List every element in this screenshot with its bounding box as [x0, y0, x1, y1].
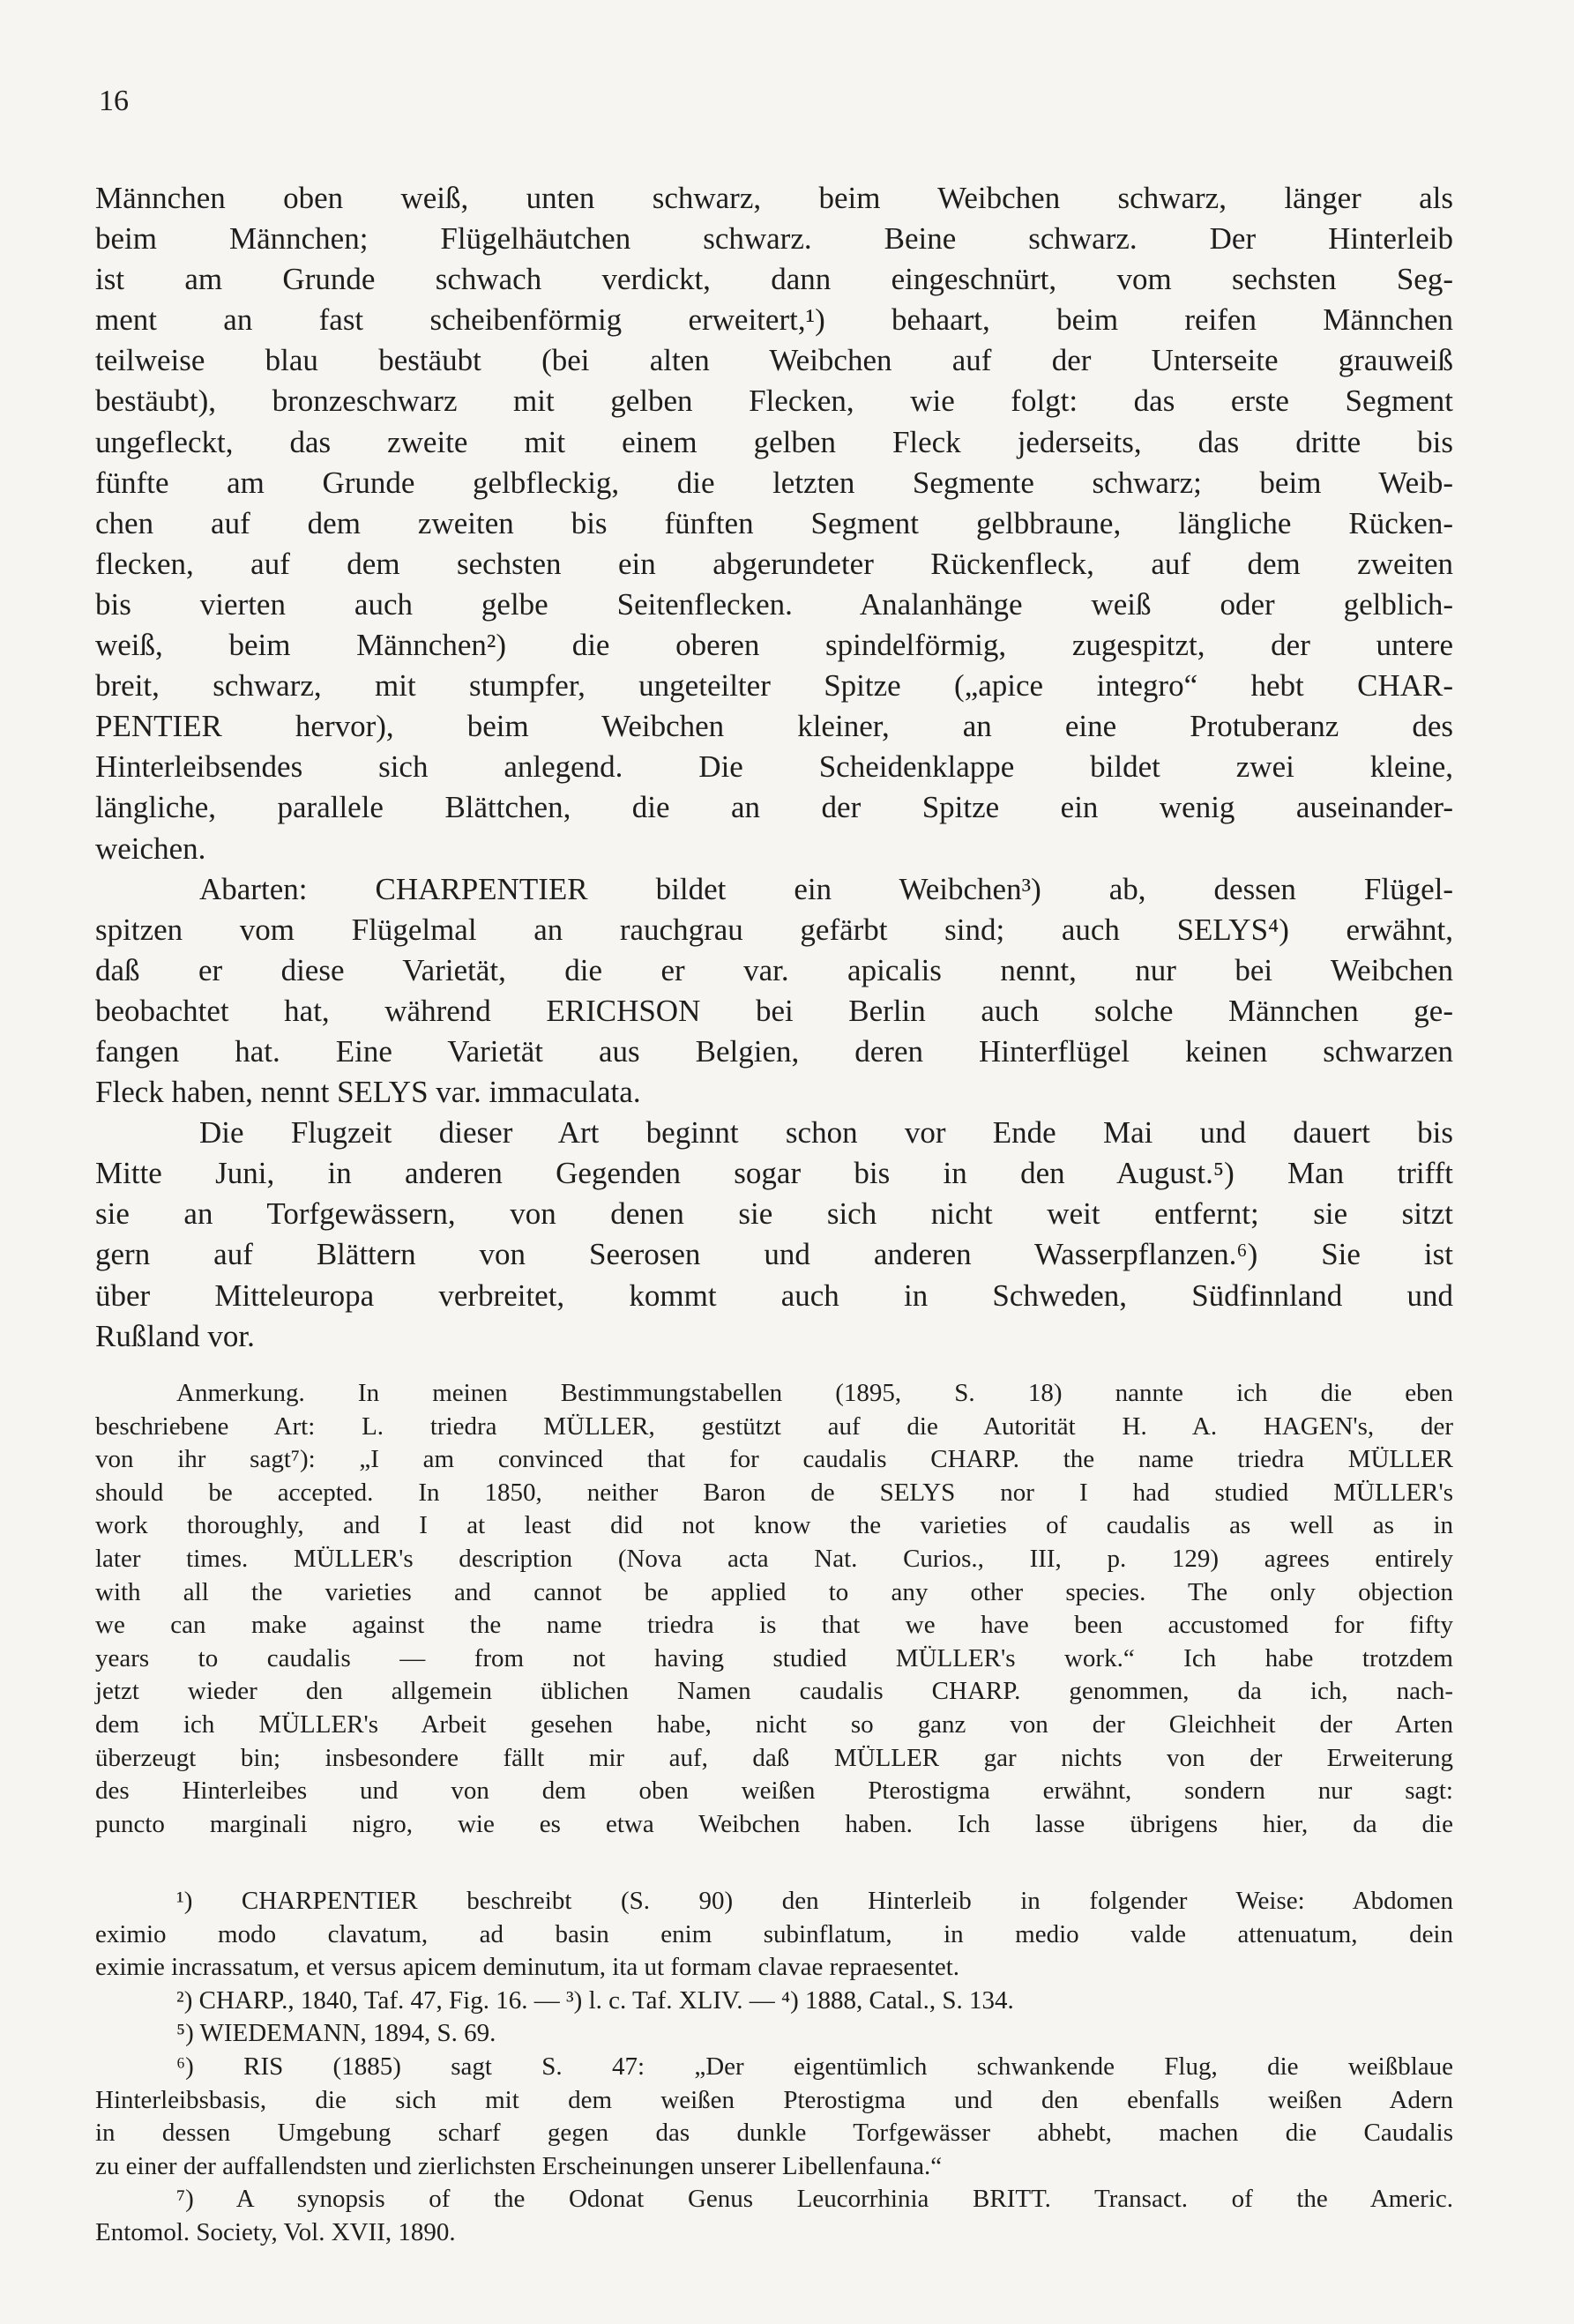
page-number: 16: [99, 85, 129, 117]
footnote-line: zu einer der auffallendsten und zierlichsten Erscheinungen unserer Libellenfauna.“: [95, 2151, 943, 2180]
text-line: Rußland vor.: [95, 1318, 255, 1353]
footnote-line: ⁶) RIS (1885) sagt S. 47: „Der eigentümlich schwankende Flug, die weißblaue: [176, 2052, 1453, 2081]
note-line: beschriebene Art: L. triedra MÜLLER, gestützt auf die Autorität H. A. HAGEN's, der: [95, 1412, 1453, 1441]
note-line: we can make against the name triedra is that we have been accustomed for fifty: [95, 1611, 1453, 1640]
text-line: fangen hat. Eine Varietät aus Belgien, deren Hinterflügel keinen schwarzen: [95, 1033, 1453, 1069]
footnote-line: ⁷) A synopsis of the Odonat Genus Leucorrhinia BRITT. Transact. of the Americ.: [176, 2185, 1453, 2214]
text-line: bestäubt), bronzeschwarz mit gelben Flecken, wie folgt: das erste Segment: [95, 384, 1453, 419]
footnote-line: ¹) CHARPENTIER beschreibt (S. 90) den Hinterleib in folgender Weise: Abdomen: [176, 1887, 1453, 1915]
note-line: jetzt wieder den allgemein üblichen Namen caudalis CHARP. genommen, da ich, nach-: [95, 1677, 1453, 1706]
footnote-line: Entomol. Society, Vol. XVII, 1890.: [95, 2217, 456, 2246]
text-line: daß er diese Varietät, die er var. apicalis nennt, nur bei Weibchen: [95, 952, 1453, 987]
text-line: beobachtet hat, während ERICHSON bei Berlin auch solche Männchen ge-: [95, 993, 1453, 1028]
text-line: Mitte Juni, in anderen Gegenden sogar bis in den August.⁵) Man trifft: [95, 1156, 1453, 1191]
note-line: with all the varieties and cannot be applied to any other species. The only objection: [95, 1577, 1453, 1606]
main-text-block: [95, 178, 1453, 1357]
text-line: beim Männchen; Flügelhäutchen schwarz. Beine schwarz. Der Hinterleib: [95, 221, 1453, 257]
note-line: later times. MÜLLER's description (Nova acta Nat. Curios., III, p. 129) agrees entirely: [95, 1544, 1453, 1573]
note-line: des Hinterleibes und von dem oben weißen Pterostigma erwähnt, sondern nur sagt:: [95, 1777, 1453, 1806]
text-line: weiß, beim Männchen²) die oberen spindelförmig, zugespitzt, der untere: [95, 628, 1453, 663]
text-line: bis vierten auch gelbe Seitenflecken. Analanhänge weiß oder gelblich-: [95, 586, 1453, 622]
text-line: gern auf Blättern von Seerosen und anderen Wasserpflanzen.⁶) Sie ist: [95, 1237, 1453, 1272]
note-line: years to caudalis — from not having studied MÜLLER's work.“ Ich habe trotzdem: [95, 1643, 1453, 1672]
text-line: über Mitteleuropa verbreitet, kommt auch in Schweden, Südfinnland und: [95, 1277, 1453, 1313]
text-line: spitzen vom Flügelmal an rauchgrau gefärbt sind; auch SELYS⁴) erwähnt,: [95, 912, 1453, 947]
text-line: Die Flugzeit dieser Art beginnt schon vor Ende Mai und dauert bis: [199, 1115, 1453, 1151]
text-line: weichen.: [95, 831, 206, 866]
text-line: sie an Torfgewässern, von denen sie sich nicht weit entfernt; sie sitzt: [95, 1196, 1453, 1232]
footnote-line: ⁵) WIEDEMANN, 1894, S. 69.: [176, 2019, 496, 2048]
text-line: längliche, parallele Blättchen, die an der Spitze ein wenig auseinander-: [95, 790, 1453, 825]
note-line: work thoroughly, and I at least did not know the varieties of caudalis as well as in: [95, 1511, 1453, 1540]
footnote-line: eximio modo clavatum, ad basin enim subinflatum, in medio valde attenuatum, dein: [95, 1919, 1453, 1948]
text-line: chen auf dem zweiten bis fünften Segment gelbbraune, längliche Rücken-: [95, 505, 1453, 540]
anmerkung-block: [95, 1377, 1453, 1841]
note-line: dem ich MÜLLER's Arbeit gesehen habe, nicht so ganz von der Gleichheit der Arten: [95, 1709, 1453, 1739]
note-line: von ihr sagt⁷): „I am convinced that for caudalis CHARP. the name triedra MÜLLER: [95, 1445, 1453, 1474]
text-line: PENTIER hervor), beim Weibchen kleiner, an eine Protuberanz des: [95, 709, 1453, 744]
text-line: flecken, auf dem sechsten ein abgerundeter Rückenfleck, auf dem zweiten: [95, 546, 1453, 581]
text-line: fünfte am Grunde gelbfleckig, die letzten Segmente schwarz; beim Weib-: [95, 465, 1453, 500]
footnotes-block: [95, 1885, 1453, 2250]
footnote-line: in dessen Umgebung scharf gegen das dunkle Torfgewässer abhebt, machen die Caudalis: [95, 2119, 1453, 2148]
note-line: Anmerkung. In meinen Bestimmungstabellen (1895, S. 18) nannte ich die eben: [176, 1379, 1453, 1407]
note-line: should be accepted. In 1850, neither Baron de SELYS nor I had studied MÜLLER's: [95, 1478, 1453, 1507]
text-line: Abarten: CHARPENTIER bildet ein Weibchen³) ab, dessen Flügel-: [199, 871, 1453, 906]
text-line: Männchen oben weiß, unten schwarz, beim Weibchen schwarz, länger als: [95, 181, 1453, 215]
note-line: puncto marginali nigro, wie es etwa Weibchen haben. Ich lasse übrigens hier, da die: [95, 1809, 1453, 1838]
footnote-line: eximie incrassatum, et versus apicem deminutum, ita ut formam clavae repraesentet.: [95, 1953, 959, 1982]
text-line: teilweise blau bestäubt (bei alten Weibchen auf der Unterseite grauweiß: [95, 343, 1453, 378]
text-line: Hinterleibsendes sich anlegend. Die Scheidenklappe bildet zwei kleine,: [95, 749, 1453, 785]
note-line: überzeugt bin; insbesondere fällt mir auf, daß MÜLLER gar nichts von der Erweiterung: [95, 1743, 1453, 1772]
text-line: ist am Grunde schwach verdickt, dann eingeschnürt, vom sechsten Seg-: [95, 262, 1453, 297]
footnote-line: Hinterleibsbasis, die sich mit dem weißen Pterostigma und den ebenfalls weißen Adern: [95, 2085, 1453, 2114]
text-line: Fleck haben, nennt SELYS var. immaculata.: [95, 1075, 641, 1110]
footnote-line: ²) CHARP., 1840, Taf. 47, Fig. 16. — ³) l. c. Taf. XLIV. — ⁴) 1888, Catal., S. 134.: [176, 1985, 1014, 2015]
text-line: ment an fast scheibenförmig erweitert,¹) behaart, beim reifen Männchen: [95, 302, 1453, 338]
text-line: ungefleckt, das zweite mit einem gelben Fleck jederseits, das dritte bis: [95, 424, 1453, 459]
text-line: breit, schwarz, mit stumpfer, ungeteilter Spitze („apice integro“ hebt CHAR-: [95, 668, 1453, 704]
